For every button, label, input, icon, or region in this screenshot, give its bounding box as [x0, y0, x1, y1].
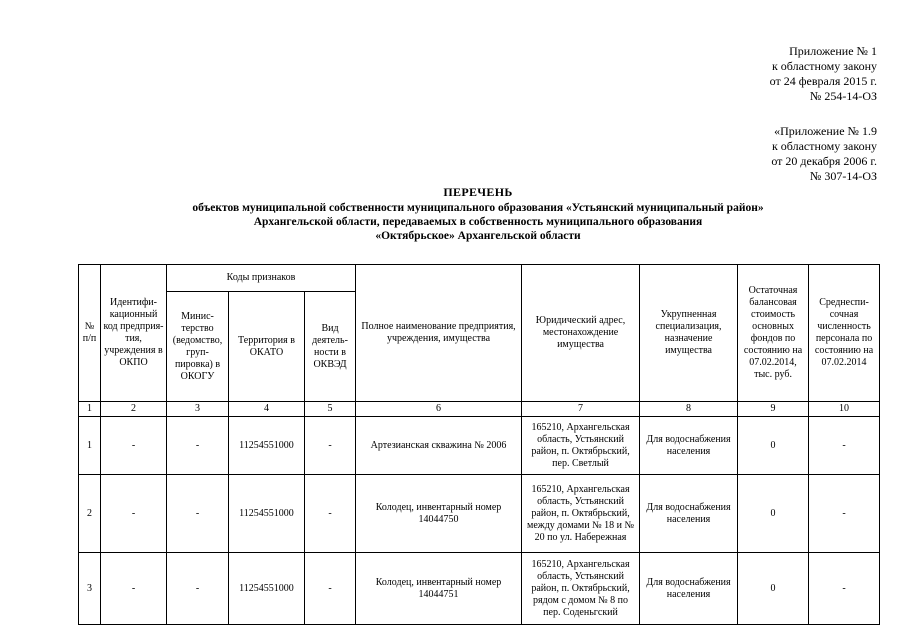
header-codes: Коды признаков — [167, 265, 356, 292]
cell-okogu: - — [167, 475, 229, 553]
cell-okved: - — [305, 553, 356, 625]
title-line: «Октябрьское» Архангельской области — [375, 230, 581, 242]
cell-balance: 0 — [738, 417, 809, 475]
cell-address: 165210, Архангельская область, Устьянский район, п. Октябрьский, пер. Светлый — [522, 417, 640, 475]
cell-spec: Для водоснабжения населения — [640, 553, 738, 625]
table-row — [79, 553, 880, 625]
column-number: 1 — [79, 402, 101, 417]
column-number: 6 — [356, 402, 522, 417]
table-row — [79, 417, 880, 475]
cell-spec: Для водоснабжения населения — [640, 475, 738, 553]
cell-name: Колодец, инвентарный номер 14044751 — [356, 553, 522, 625]
column-number: 9 — [738, 402, 809, 417]
cell-okved: - — [305, 475, 356, 553]
appendix-line: № 307-14-ОЗ — [809, 169, 877, 183]
cell-okato: 11254551000 — [229, 475, 305, 553]
column-number-row — [79, 402, 880, 417]
header-okved: Вид деятель-ности в ОКВЭД — [305, 292, 356, 402]
cell-balance: 0 — [738, 475, 809, 553]
cell-num: 3 — [79, 553, 101, 625]
header-address: Юридический адрес, местонахождение имущества — [522, 265, 640, 402]
appendix-reference-2 — [771, 124, 877, 184]
appendix-line: Приложение № 1 — [789, 44, 877, 58]
cell-okpo: - — [101, 553, 167, 625]
cell-staff: - — [809, 553, 880, 625]
column-number: 10 — [809, 402, 880, 417]
column-number: 8 — [640, 402, 738, 417]
cell-okogu: - — [167, 553, 229, 625]
property-table — [78, 264, 880, 625]
appendix-line: № 254-14-ОЗ — [809, 89, 877, 103]
header-spec: Укрупненная специализация, назначение имущества — [640, 265, 738, 402]
cell-okato: 11254551000 — [229, 553, 305, 625]
header-balance: Остаточная балансовая стоимость основных фондов по состоянию на 07.02.2014, тыс. руб. — [738, 265, 809, 402]
cell-name: Артезианская скважина № 2006 — [356, 417, 522, 475]
table-header — [79, 265, 880, 417]
cell-okpo: - — [101, 417, 167, 475]
header-okpo: Идентифи-кационный код предприя-тия, учреждения в ОКПО — [101, 265, 167, 402]
document-title — [60, 185, 896, 243]
column-number: 4 — [229, 402, 305, 417]
title-line: объектов муниципальной собственности муниципального образования «Устьянский муниципальный район» — [192, 202, 764, 214]
cell-address: 165210, Архангельская область, Устьянский район, п. Октябрьский, между домами № 18 и № 20 по ул. Набережная — [522, 475, 640, 553]
cell-okved: - — [305, 417, 356, 475]
table-body — [79, 417, 880, 625]
appendix-line: к областному закону — [771, 139, 877, 153]
cell-okpo: - — [101, 475, 167, 553]
cell-num: 2 — [79, 475, 101, 553]
table-row — [79, 475, 880, 553]
appendix-line: от 20 декабря 2006 г. — [771, 154, 877, 168]
cell-staff: - — [809, 417, 880, 475]
cell-balance: 0 — [738, 553, 809, 625]
column-number: 3 — [167, 402, 229, 417]
header-okogu: Минис-терство (ведомство, груп-пировка) в ОКОГУ — [167, 292, 229, 402]
header-staff: Среднеспи-сочная численность персонала по состоянию на 07.02.2014 — [809, 265, 880, 402]
cell-name: Колодец, инвентарный номер 14044750 — [356, 475, 522, 553]
cell-okogu: - — [167, 417, 229, 475]
cell-address: 165210, Архангельская область, Устьянский район, п. Октябрьский, рядом с домом № 8 по пер. Соденьгский — [522, 553, 640, 625]
header-num: № п/п — [79, 265, 101, 402]
column-number: 7 — [522, 402, 640, 417]
column-number: 2 — [101, 402, 167, 417]
title-line: Архангельской области, передаваемых в собственность муниципального образования — [253, 216, 703, 228]
header-okato: Территория в ОКАТО — [229, 292, 305, 402]
column-number: 5 — [305, 402, 356, 417]
title-subtitle — [60, 201, 896, 243]
appendix-line: от 24 февраля 2015 г. — [769, 74, 877, 88]
cell-num: 1 — [79, 417, 101, 475]
title-heading: ПЕРЕЧЕНЬ — [443, 185, 513, 199]
appendix-line: к областному закону — [771, 59, 877, 73]
appendix-reference-1 — [770, 44, 877, 104]
cell-spec: Для водоснабжения населения — [640, 417, 738, 475]
appendix-line: «Приложение № 1.9 — [774, 124, 877, 138]
cell-staff: - — [809, 475, 880, 553]
cell-okato: 11254551000 — [229, 417, 305, 475]
header-name: Полное наименование предприятия, учреждения, имущества — [356, 265, 522, 402]
